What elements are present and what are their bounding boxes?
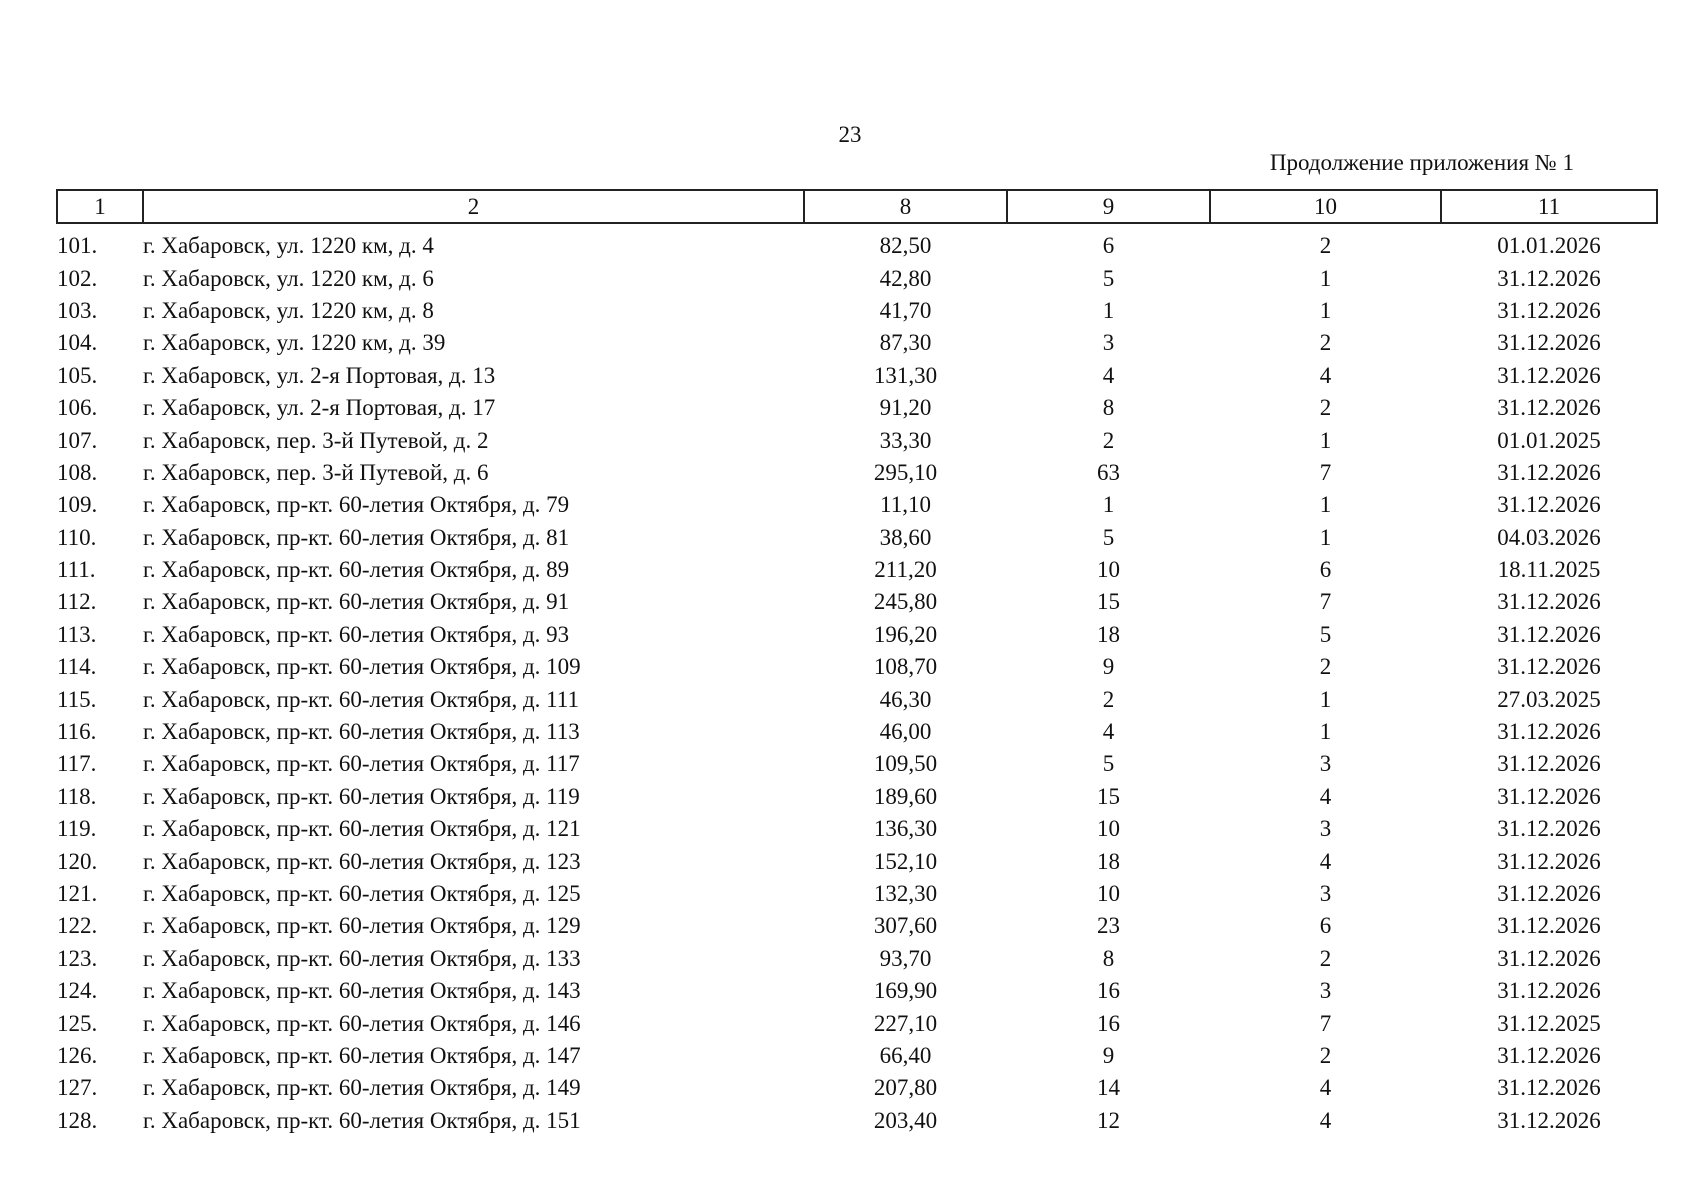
date-cell: 31.12.2026 (1497, 330, 1601, 356)
column-9-cell: 16 (1097, 1010, 1120, 1036)
row-number: 104. (57, 330, 98, 356)
column-header-10: 10 (1210, 190, 1441, 223)
date-cell: 27.03.2025 (1497, 686, 1601, 712)
column-10-cell: 5 (1319, 621, 1332, 647)
column-10-cell: 4 (1319, 362, 1332, 388)
row-number: 121. (57, 881, 98, 906)
area-cell: 203,40 (873, 1107, 938, 1133)
row-number: 118. (57, 783, 97, 809)
column-10-cell: 4 (1319, 848, 1332, 874)
row-number: 124. (57, 978, 98, 1004)
row-number: 109. (57, 492, 98, 518)
column-10-cell: 2 (1319, 233, 1332, 259)
column-header-9: 9 (1007, 190, 1210, 223)
page-number: 23 (838, 122, 862, 147)
row-number: 108. (57, 459, 98, 485)
column-9-cell: 18 (1097, 848, 1120, 874)
address-cell: г. Хабаровск, пр-кт. 60-летия Октября, д. 91 (143, 589, 570, 615)
address-cell: г. Хабаровск, пр-кт. 60-летия Октября, д. 93 (143, 621, 570, 647)
table-row (57, 223, 1657, 262)
column-9-cell: 5 (1102, 265, 1115, 291)
table-row (57, 586, 1657, 618)
date-cell: 01.01.2025 (1497, 427, 1601, 453)
column-10-cell: 1 (1319, 719, 1332, 745)
row-number: 126. (57, 1042, 98, 1068)
table-row (57, 845, 1657, 877)
table-row (57, 327, 1657, 359)
column-9-cell: 9 (1102, 654, 1115, 680)
row-number: 117. (57, 751, 97, 777)
address-cell: г. Хабаровск, ул. 1220 км, д. 4 (143, 233, 434, 259)
column-9-cell: 4 (1102, 719, 1115, 745)
column-9-cell: 4 (1102, 362, 1115, 388)
column-10-cell: 1 (1319, 265, 1332, 291)
area-cell: 132,30 (873, 881, 938, 906)
column-9-cell: 63 (1097, 459, 1120, 485)
column-9-cell: 16 (1097, 978, 1120, 1004)
table-row (57, 489, 1657, 521)
column-10-cell: 2 (1319, 945, 1332, 971)
area-cell: 42,80 (879, 265, 932, 291)
row-number: 128. (57, 1107, 98, 1133)
address-cell: г. Хабаровск, пр-кт. 60-летия Октября, д. 117 (143, 751, 580, 777)
table-row (57, 522, 1657, 554)
date-cell: 31.12.2026 (1497, 783, 1601, 809)
table-row (57, 683, 1657, 715)
date-cell: 31.12.2026 (1497, 881, 1601, 906)
area-cell: 131,30 (873, 362, 938, 388)
row-number: 102. (57, 265, 98, 291)
date-cell: 31.12.2026 (1497, 654, 1601, 680)
table-row (57, 295, 1657, 327)
column-9-cell: 1 (1102, 492, 1115, 518)
date-cell: 31.12.2026 (1497, 816, 1601, 842)
address-cell: г. Хабаровск, пр-кт. 60-летия Октября, д. 149 (143, 1075, 581, 1101)
column-10-cell: 1 (1319, 492, 1332, 518)
date-cell: 31.12.2025 (1497, 1010, 1601, 1036)
column-10-cell: 1 (1319, 524, 1332, 550)
area-cell: 152,10 (873, 848, 938, 874)
column-10-cell: 6 (1319, 557, 1332, 583)
area-cell: 11,10 (880, 492, 931, 518)
area-cell: 91,20 (879, 395, 932, 421)
column-10-cell: 3 (1319, 816, 1332, 842)
column-9-cell: 10 (1097, 816, 1120, 842)
date-cell: 31.12.2026 (1497, 1075, 1601, 1101)
address-cell: г. Хабаровск, пр-кт. 60-летия Октября, д. 125 (143, 881, 581, 906)
row-number: 127. (57, 1075, 98, 1101)
address-cell: г. Хабаровск, ул. 1220 км, д. 8 (143, 297, 434, 323)
area-cell: 41,70 (879, 297, 932, 323)
row-number: 112. (57, 589, 97, 615)
column-9-cell: 3 (1102, 330, 1115, 356)
column-10-cell: 4 (1319, 783, 1332, 809)
column-10-cell: 7 (1319, 1010, 1332, 1036)
table-row (57, 1105, 1657, 1137)
table-row (57, 910, 1657, 942)
date-cell: 31.12.2026 (1497, 362, 1601, 388)
column-10-cell: 1 (1319, 427, 1332, 453)
column-10-cell: 4 (1319, 1107, 1332, 1133)
column-9-cell: 8 (1102, 395, 1115, 421)
date-cell: 31.12.2026 (1497, 621, 1601, 647)
area-cell: 93,70 (879, 945, 932, 971)
table-row (57, 716, 1657, 748)
header-row (57, 190, 1657, 223)
address-cell: г. Хабаровск, ул. 1220 км, д. 6 (143, 265, 434, 291)
area-cell: 245,80 (873, 589, 938, 615)
date-cell: 31.12.2026 (1497, 589, 1601, 615)
address-cell: г. Хабаровск, ул. 2-я Портовая, д. 13 (143, 362, 496, 388)
date-cell: 04.03.2026 (1497, 524, 1601, 550)
row-number: 110. (57, 524, 97, 550)
row-number: 114. (57, 654, 97, 680)
column-9-cell: 10 (1097, 557, 1120, 583)
date-cell: 31.12.2026 (1497, 1107, 1601, 1133)
row-number: 125. (57, 1010, 98, 1036)
area-cell: 211,20 (874, 557, 937, 583)
table-row (57, 975, 1657, 1007)
area-cell: 38,60 (879, 524, 932, 550)
date-cell: 31.12.2026 (1497, 719, 1601, 745)
area-cell: 46,30 (879, 686, 932, 712)
table-row (57, 651, 1657, 683)
date-cell: 31.12.2026 (1497, 945, 1601, 971)
date-cell: 31.12.2026 (1497, 265, 1601, 291)
date-cell: 31.12.2026 (1497, 1042, 1601, 1068)
table-row (57, 1040, 1657, 1072)
table-row (57, 943, 1657, 975)
column-9-cell: 15 (1097, 783, 1120, 809)
address-cell: г. Хабаровск, пр-кт. 60-летия Октября, д. 146 (143, 1010, 581, 1036)
address-cell: г. Хабаровск, пр-кт. 60-летия Октября, д. 81 (143, 524, 570, 550)
table-row (57, 781, 1657, 813)
table-row (57, 262, 1657, 294)
column-header-11: 11 (1441, 190, 1657, 223)
column-10-cell: 3 (1319, 751, 1332, 777)
column-9-cell: 14 (1097, 1075, 1120, 1101)
column-10-cell: 1 (1319, 686, 1332, 712)
row-number: 119. (57, 816, 97, 842)
row-number: 123. (57, 945, 98, 971)
area-cell: 108,70 (873, 654, 938, 680)
column-10-cell: 7 (1319, 589, 1332, 615)
table-row (57, 392, 1657, 424)
area-cell: 189,60 (873, 783, 938, 809)
table-row (57, 457, 1657, 489)
table-row (57, 424, 1657, 456)
address-cell: г. Хабаровск, пр-кт. 60-летия Октября, д. 89 (143, 557, 570, 583)
row-number: 116. (57, 719, 97, 745)
date-cell: 31.12.2026 (1497, 459, 1601, 485)
column-10-cell: 4 (1319, 1075, 1332, 1101)
address-cell: г. Хабаровск, пр-кт. 60-летия Октября, д. 147 (143, 1042, 581, 1068)
column-9-cell: 12 (1097, 1107, 1120, 1133)
table-row (57, 554, 1657, 586)
column-header-1: 1 (57, 190, 143, 223)
table-row (57, 878, 1657, 910)
row-number: 105. (57, 362, 98, 388)
column-9-cell: 10 (1097, 881, 1120, 906)
table-row (57, 748, 1657, 780)
column-9-cell: 5 (1102, 751, 1115, 777)
column-10-cell: 2 (1319, 1042, 1332, 1068)
column-9-cell: 15 (1097, 589, 1120, 615)
address-cell: г. Хабаровск, пр-кт. 60-летия Октября, д. 109 (143, 654, 581, 680)
area-cell: 227,10 (873, 1010, 938, 1036)
area-cell: 169,90 (873, 978, 938, 1004)
row-number: 106. (57, 395, 98, 421)
column-10-cell: 2 (1319, 654, 1332, 680)
column-10-cell: 3 (1319, 978, 1332, 1004)
date-cell: 31.12.2026 (1497, 751, 1601, 777)
row-number: 120. (57, 848, 98, 874)
area-cell: 207,80 (873, 1075, 938, 1101)
continuation-title: Продолжение приложения № 1 (1269, 150, 1574, 175)
area-cell: 33,30 (879, 427, 932, 453)
date-cell: 31.12.2026 (1497, 297, 1601, 323)
address-cell: г. Хабаровск, пр-кт. 60-летия Октября, д. 121 (143, 816, 581, 842)
date-cell: 01.01.2026 (1497, 233, 1601, 259)
address-cell: г. Хабаровск, ул. 2-я Портовая, д. 17 (143, 395, 496, 421)
date-cell: 31.12.2026 (1497, 978, 1601, 1004)
address-cell: г. Хабаровск, пр-кт. 60-летия Октября, д. 133 (143, 945, 581, 971)
area-cell: 46,00 (879, 719, 932, 745)
date-cell: 31.12.2026 (1497, 395, 1601, 421)
address-cell: г. Хабаровск, пр-кт. 60-летия Октября, д. 113 (143, 719, 580, 745)
date-cell: 31.12.2026 (1497, 492, 1601, 518)
area-cell: 109,50 (873, 751, 938, 777)
area-cell: 66,40 (879, 1042, 932, 1068)
column-9-cell: 23 (1097, 913, 1120, 939)
column-9-cell: 2 (1102, 427, 1115, 453)
address-cell: г. Хабаровск, ул. 1220 км, д. 39 (143, 330, 446, 356)
column-9-cell: 2 (1102, 686, 1115, 712)
address-cell: г. Хабаровск, пр-кт. 60-летия Октября, д. 151 (143, 1107, 581, 1133)
row-number: 101. (57, 233, 98, 259)
address-cell: г. Хабаровск, пр-кт. 60-летия Октября, д. 123 (143, 848, 581, 874)
registry-table (56, 189, 1658, 1137)
address-cell: г. Хабаровск, пер. 3-й Путевой, д. 6 (143, 459, 489, 485)
address-cell: г. Хабаровск, пр-кт. 60-летия Октября, д. 143 (143, 978, 581, 1004)
area-cell: 82,50 (879, 233, 932, 259)
area-cell: 87,30 (879, 330, 932, 356)
table-row (57, 813, 1657, 845)
date-cell: 31.12.2026 (1497, 913, 1601, 939)
column-10-cell: 2 (1319, 395, 1332, 421)
column-10-cell: 3 (1319, 881, 1332, 906)
row-number: 103. (57, 297, 98, 323)
column-header-8: 8 (804, 190, 1007, 223)
area-cell: 307,60 (873, 913, 938, 939)
table-body (57, 223, 1657, 1137)
column-9-cell: 18 (1097, 621, 1120, 647)
address-cell: г. Хабаровск, пер. 3-й Путевой, д. 2 (143, 427, 489, 453)
column-9-cell: 9 (1102, 1042, 1115, 1068)
column-10-cell: 1 (1319, 297, 1332, 323)
table-header (57, 190, 1657, 223)
date-cell: 18.11.2025 (1497, 557, 1601, 583)
area-cell: 136,30 (873, 816, 938, 842)
area-cell: 295,10 (873, 459, 938, 485)
column-9-cell: 5 (1102, 524, 1115, 550)
row-number: 107. (57, 427, 98, 453)
column-10-cell: 6 (1319, 913, 1332, 939)
table-row (57, 1007, 1657, 1039)
address-cell: г. Хабаровск, пр-кт. 60-летия Октября, д. 111 (143, 686, 579, 712)
date-cell: 31.12.2026 (1497, 848, 1601, 874)
row-number: 122. (57, 913, 98, 939)
address-cell: г. Хабаровск, пр-кт. 60-летия Октября, д. 119 (143, 783, 580, 809)
column-10-cell: 7 (1319, 459, 1332, 485)
table-row (57, 1072, 1657, 1104)
table-row (57, 360, 1657, 392)
column-9-cell: 6 (1102, 233, 1115, 259)
column-10-cell: 2 (1319, 330, 1332, 356)
row-number: 113. (57, 621, 97, 647)
address-cell: г. Хабаровск, пр-кт. 60-летия Октября, д. 79 (143, 492, 570, 518)
table-row (57, 619, 1657, 651)
row-number: 115. (57, 686, 97, 712)
address-cell: г. Хабаровск, пр-кт. 60-летия Октября, д. 129 (143, 913, 581, 939)
column-header-2: 2 (143, 190, 804, 223)
column-9-cell: 8 (1102, 945, 1115, 971)
row-number: 111. (57, 557, 96, 583)
area-cell: 196,20 (873, 621, 938, 647)
column-9-cell: 1 (1102, 297, 1115, 323)
